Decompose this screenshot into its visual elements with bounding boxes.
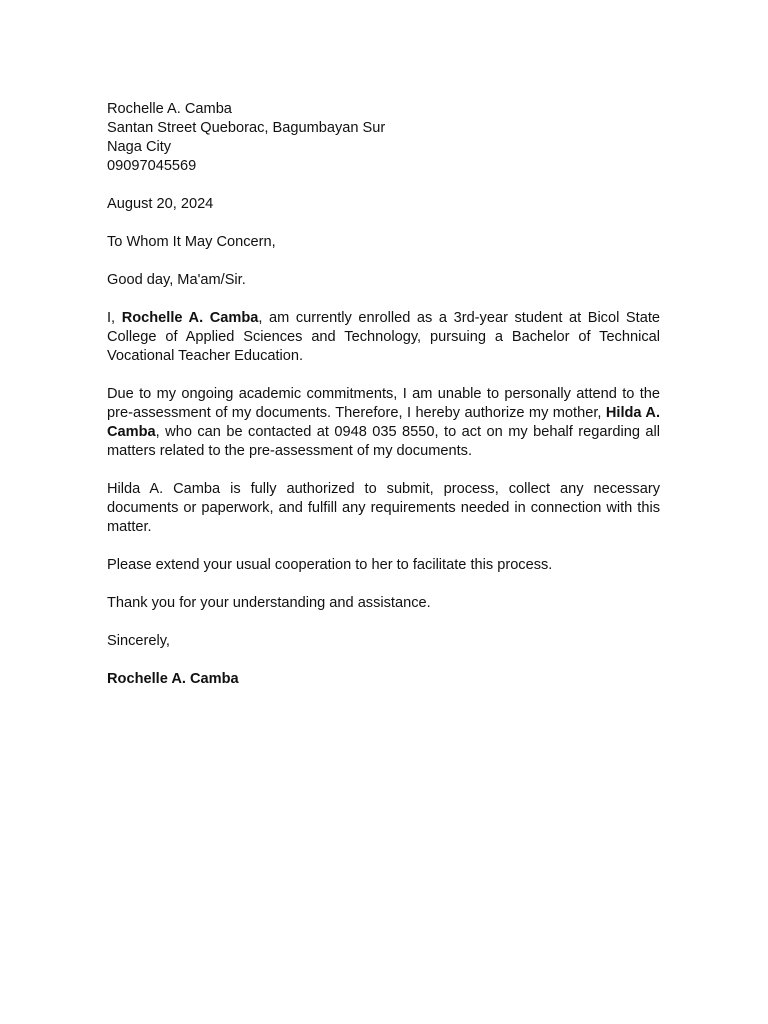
paragraph-enrollment-prefix: I,	[107, 310, 122, 326]
paragraph-authorization-text: , who can be contacted at 0948 035 8550, to act on my behalf regarding all matters related to the pre-assessment of my documents.	[107, 424, 660, 459]
paragraph-authorization	[107, 385, 660, 461]
mother-name-bold: Hilda A. Camba	[107, 405, 660, 440]
letter-date: August 20, 2024	[107, 196, 214, 212]
paragraph-enrollment	[107, 309, 660, 366]
sender-city: Naga City	[107, 139, 172, 155]
student-name-bold: Rochelle A. Camba	[121, 310, 259, 326]
sender-address-block	[107, 100, 660, 176]
paragraph-enrollment-text: , am currently enrolled as a 3rd-year student at Bicol State College of Applied Sciences and Technology, pursuing a Bachelor of Technical Vocational Teacher Education.	[107, 310, 660, 364]
sender-name: Rochelle A. Camba	[107, 101, 232, 117]
salutation: To Whom It May Concern,	[107, 234, 276, 250]
sender-street: Santan Street Queborac, Bagumbayan Sur	[107, 120, 386, 136]
letter-body	[107, 100, 660, 708]
paragraph-cooperation: Please extend your usual cooperation to her to facilitate this process.	[107, 557, 553, 573]
greeting: Good day, Ma'am/Sir.	[107, 272, 246, 288]
paragraph-scope: Hilda A. Camba is fully authorized to submit, process, collect any necessary documents or paperwork, and fulfill any requirements needed in connection with this matter.	[107, 481, 660, 535]
paragraph-authorization-lead: Due to my ongoing academic commitments, I am unable to personally attend to the pre-assessment of my documents. Therefore, I hereby authorize my mother,	[107, 386, 660, 421]
sender-phone: 09097045569	[107, 158, 197, 174]
closing: Sincerely,	[107, 633, 170, 649]
signature-name: Rochelle A. Camba	[107, 671, 239, 687]
paragraph-thanks: Thank you for your understanding and assistance.	[107, 595, 431, 611]
